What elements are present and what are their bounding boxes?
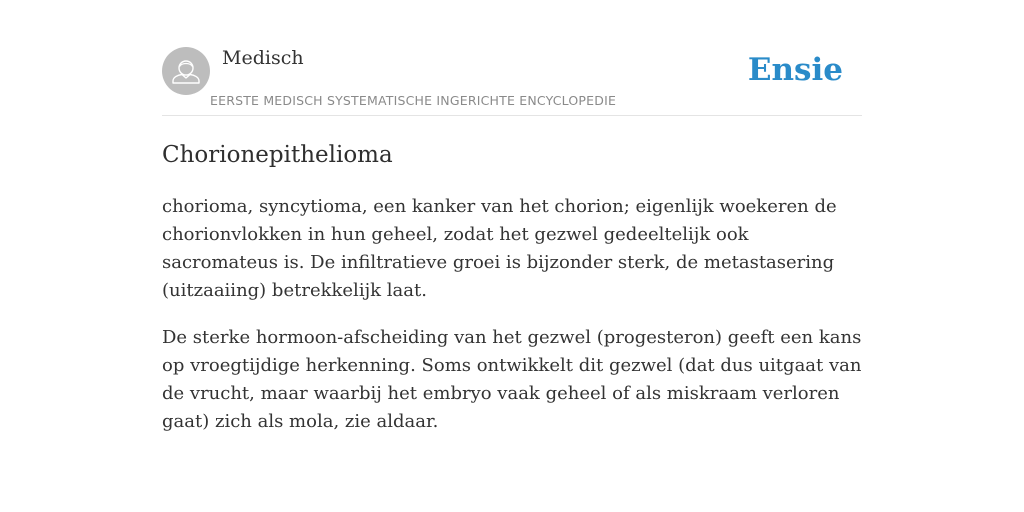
article-title: Chorionepithelioma bbox=[162, 142, 393, 168]
article-paragraph: De sterke hormoon-afscheiding van het gezwel (progesteron) geeft een kans op vroegtijdige herkenning. Soms ontwikkelt dit gezwel (dat dus uitgaat van de vrucht, maar waarbij het embryo vaak geheel of als miskraam verloren gaat) zich als mola, zie aldaar. bbox=[162, 327, 862, 432]
article bbox=[162, 140, 862, 436]
source-header bbox=[162, 46, 862, 116]
brand-logo[interactable]: Ensie bbox=[747, 52, 843, 88]
article-paragraph: chorioma, syncytioma, een kanker van het chorion; eigenlijk woekeren de chorionvlokken in hun geheel, zodat het gezwel gedeeltelijk ook sacromateus is. De infiltratieve groei is bijzonder sterk, de metastasering (uitzaaiing) betrekkelijk laat. bbox=[162, 196, 837, 301]
avatar[interactable] bbox=[162, 47, 210, 95]
user-icon bbox=[162, 47, 210, 95]
source-subtitle: EERSTE MEDISCH SYSTEMATISCHE INGERICHTE ENCYCLOPEDIE bbox=[210, 93, 617, 108]
source-name[interactable]: Medisch bbox=[222, 47, 304, 69]
